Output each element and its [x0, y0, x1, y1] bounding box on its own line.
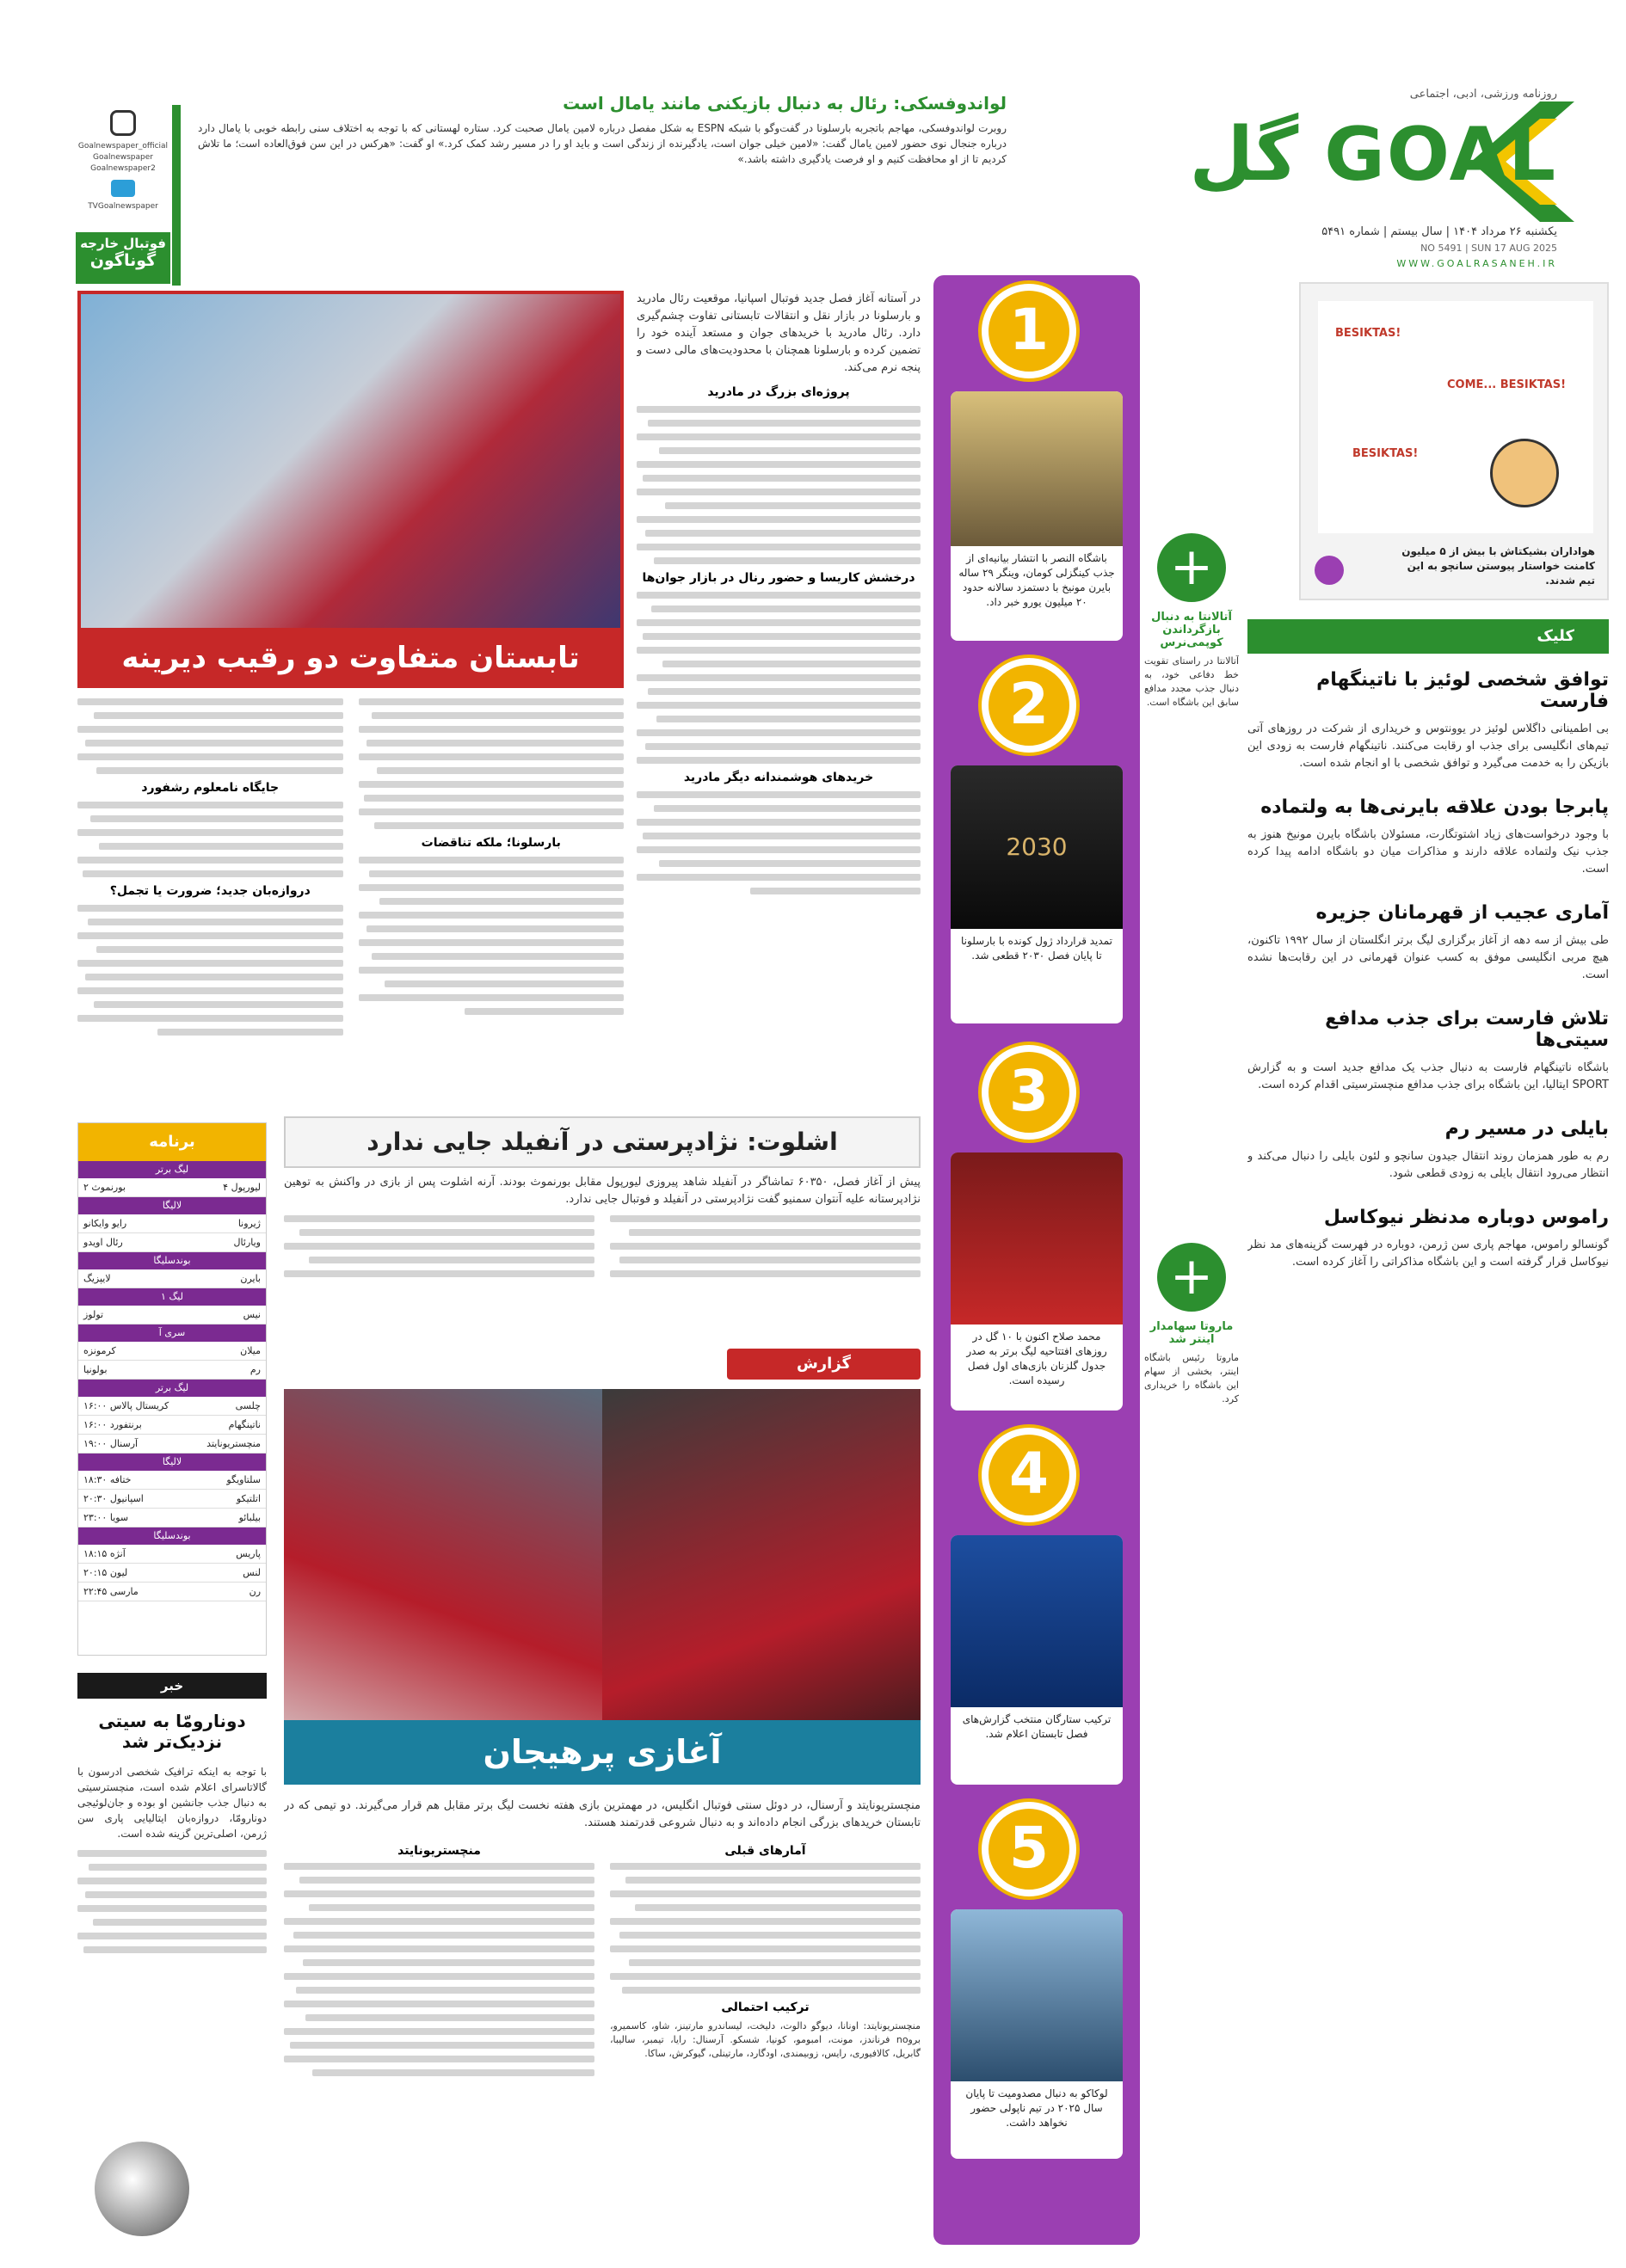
click-story-body: گونسالو راموس، مهاجم پاری سن ژرمن، دوباره در فهرست گزینه‌های مد نظر نیوکاسل قرار گرفته است و این باشگاه مذاکراتی را آغاز کرده است. — [1247, 1238, 1609, 1269]
feature-title-bar — [77, 628, 624, 688]
schedule-home: میلان — [240, 1345, 261, 1356]
schedule-row — [78, 1545, 266, 1564]
schedule-row — [78, 1397, 266, 1416]
click-story[interactable] — [1247, 1207, 1609, 1271]
schedule-row — [78, 1416, 266, 1435]
dateline-en: NO 5491 | SUN 17 AUG 2025 — [1420, 243, 1557, 254]
feature2-body: منچستریونایتد و آرسنال، در دوئل سنتی فوتبال انگلیس، در مهمترین بازی هفته نخست لیگ برتر مقابل هم قرار می‌گیرند. دو تیمی که در تابستان خریدهای بزرگی انجام داده‌اند و به دنبال شروعی قدرتمند هستند. — [284, 1799, 921, 1829]
number-badge: 1 — [982, 284, 1076, 378]
schedule-home: لنس — [243, 1567, 261, 1578]
schedule-row — [78, 1178, 266, 1197]
schedule-home: پاریس — [236, 1548, 261, 1559]
schedule-home: ویارئال — [233, 1237, 261, 1248]
schedule-league: لالیگا — [78, 1454, 266, 1471]
strip-card[interactable] — [951, 765, 1123, 1023]
schedule-row — [78, 1564, 266, 1583]
schedule-league: سری آ — [78, 1325, 266, 1342]
click-story-title: بایلی در مسیر رم — [1444, 1118, 1609, 1140]
side-notes — [1144, 533, 1239, 1651]
card-image: 2030 — [951, 765, 1123, 929]
schedule-home: منچستریونایتد — [206, 1438, 261, 1449]
click-story-body: رم به طور همزمان روند انتقال جیدون سانچو و لئون بایلی را دنبال می‌کند و انتظار می‌رود انتقال بایلی به زودی قطعی شود. — [1247, 1150, 1609, 1180]
schedule-away: تولوز — [83, 1309, 104, 1320]
strip-card[interactable] — [951, 391, 1123, 641]
social-handle[interactable]: Goalnewspaper — [93, 153, 153, 162]
news-brief-title: دونارومّا به سیتی نزدیک‌تر شد — [98, 1711, 246, 1752]
click-story-title: تلاش فارست برای جذب مدافع سیتی‌ها — [1325, 1008, 1609, 1051]
schedule-home: سلتاویگو — [226, 1474, 261, 1485]
schedule-row — [78, 1214, 266, 1233]
click-story[interactable] — [1247, 1118, 1609, 1183]
feature2-kicker: آمارهای قبلی — [724, 1844, 806, 1858]
top-story-title: لواندوفسکی: رئال به دنبال بازیکنی مانند یامال است — [563, 93, 1007, 114]
card-caption: باشگاه النصر با انتشار بیانیه‌ای از جذب کینگزلی کومان، وینگر ۲۹ ساله بایرن مونیخ با دستمزد سالانه حدود ۲۰ میلیون یورو خبر داد. — [958, 552, 1115, 608]
schedule-row — [78, 1509, 266, 1527]
click-story-title: پابرجا بودن علاقه بایرنی‌ها به ولتماده — [1260, 796, 1609, 818]
schedule-row — [78, 1471, 266, 1490]
feature-kicker: بارسلونا؛ ملکه تناقضات — [421, 836, 561, 850]
feature2-title-bar — [284, 1720, 921, 1785]
schedule-league: لیگ ۱ — [78, 1288, 266, 1306]
feature-kicker: پروژه‌ای بزرگ در مادرید — [707, 385, 850, 399]
cartoon-balloon: COME... BESIKTAS! — [1447, 378, 1567, 391]
schedule-away: کریستال پالاس ۱۶:۰۰ — [83, 1400, 169, 1411]
click-story-body: بی اطمینانی داگلاس لوئیز در یوونتوس و خریداری از شرکت در روزهای آتی تیم‌های انگلیسی برای جذب او رقابت می‌کنند. ناتینگهام فارست به زودی این بازیکن را به خدمت می‌گیرد و توافق شخصی با او انجام شده است. — [1247, 722, 1609, 770]
cartoon-balloon: BESIKTAS! — [1352, 447, 1419, 460]
schedule-home: رن — [249, 1586, 261, 1597]
schedule-home: بیلبائو — [238, 1512, 261, 1523]
click-story-title: توافق شخصی لوئیز با ناتینگهام فارست — [1316, 669, 1609, 712]
feature-text-col — [637, 291, 921, 1125]
cartoon-caption: هواداران بشیکتاش با بیش از ۵ میلیون کامنت خواستار پیوستن سانچو به این تیم شدند. — [1401, 545, 1595, 587]
cartoon-balloon: BESIKTAS! — [1335, 327, 1401, 340]
schedule-row — [78, 1435, 266, 1454]
plus-icon: + — [1157, 533, 1226, 602]
schedule-home: بایرن — [240, 1273, 261, 1284]
logo-fa: گل — [1189, 112, 1299, 198]
click-story-body: طی بیش از سه دهه از آغاز برگزاری لیگ برتر انگلستان از سال ۱۹۹۲ تاکنون، هیچ مربی انگلیسی موفق به کسب عنوان قهرمانی در این رقابت‌ها نشده است. — [1247, 934, 1609, 981]
news-brief-label: خبر — [77, 1673, 267, 1699]
side-note-body: ماروتا رئیس باشگاه اینتر، بخشی از سهام این باشگاه را خریداری کرد. — [1144, 1352, 1239, 1404]
schedule-row — [78, 1233, 266, 1252]
green-bar — [172, 105, 181, 286]
schedule-away: لیون ۲۰:۱۵ — [83, 1567, 128, 1578]
card-caption: لوکاکو به دنبال مصدومیت تا پایان سال ۲۰۲۵ در تیم ناپولی حضور نخواهد داشت. — [965, 2087, 1108, 2129]
number-badge: 3 — [982, 1045, 1076, 1140]
schedule-league: لیگ برتر — [78, 1380, 266, 1397]
schedule-row — [78, 1361, 266, 1380]
feature-kicker: خریدهای هوشمندانه دیگر مادرید — [683, 771, 874, 784]
side-note-body: آتالانتا در راستای تقویت خط دفاعی خود، به دنبال جذب مجدد مدافع سابق این باشگاه است. — [1144, 655, 1239, 708]
card-image — [951, 1152, 1123, 1325]
feature-text-lower — [77, 698, 624, 1103]
top-story-body: روبرت لواندوفسکی، مهاجم باتجربه بارسلونا در گفت‌وگو با شبکه ESPN به شکل مفصل درباره لامین یامال صحبت کرد. ستاره لهستانی که با توجه به اختلاف سنی رابطه خوبی با یامال دارد درباره جنجال نوی حضور لامین یامال گفت: «لامین خیلی جوان است، یادگیرنده از زندگی است و باید او را در مسیر رشد کمک کرد.» او گفت: «هرکس در این سن فوق‌العاده است؛ ما تلاش کردیم تا از او محافظت کنیم و او فرصت یادگیری داشته باشد.» — [198, 122, 1007, 165]
feature2-kicker: منچستریونایتد — [397, 1844, 481, 1858]
instagram-icon[interactable] — [110, 110, 136, 136]
click-story[interactable] — [1247, 1008, 1609, 1094]
click-label: کلیک — [1247, 619, 1609, 654]
schedule-away: رئال اویدو — [83, 1237, 123, 1248]
click-story[interactable] — [1247, 902, 1609, 984]
schedule-row — [78, 1342, 266, 1361]
number-badge: 2 — [982, 658, 1076, 753]
news-brief-body: با توجه به اینکه ترافیک شخصی ادرسون با گالاتاسرای اعلام شده است، منچسترسیتی به دنبال جذب جانشین او بوده و جان‌لوئیجی دونارومّا، دروازه‌بان ایتالیایی پاری سن ژرمن، اصلی‌ترین گزینه شده است. — [77, 1766, 267, 1840]
schedule-away: کرمونزه — [83, 1345, 116, 1356]
social-handle[interactable]: Goalnewspaper2 — [90, 164, 156, 173]
click-story-title: آماری عجیب از قهرمانان جزیره — [1315, 902, 1609, 924]
cartoon — [1299, 282, 1609, 600]
feature2-title: آغازی پرهیجان — [483, 1733, 722, 1771]
strip-card[interactable] — [951, 1535, 1123, 1785]
strip-card[interactable] — [951, 1152, 1123, 1411]
section-label-top: فوتبال خارجه — [80, 236, 166, 251]
side-note-title: آتالانتا به دنبال بازگرداندن کوپمی‌نرس — [1151, 611, 1232, 649]
section-label-bottom: گوناگون — [89, 251, 157, 270]
report-body-text: پیش از آغاز فصل، ۶۰۳۵۰ تماشاگر در آنفیلد شاهد پیروزی لیورپول مقابل بورنموث بودند. آرنه اشلوت پس از بازی در واکنش به توهین نژادپرستانه علیه آنتوان سمنیو گفت نژادپرستی در آنفیلد و فوتبال جایی ندارد. — [284, 1176, 921, 1206]
card-caption: محمد صلاح اکنون با ۱۰ گل در روزهای افتتاحیه لیگ برتر به صدر جدول گلزنان بازی‌های اول فصل رسیده است. — [966, 1331, 1107, 1386]
schedule-row — [78, 1583, 266, 1601]
purple-strip — [933, 275, 1140, 2245]
card-caption: تمدید قرارداد ژول کونده با بارسلونا تا پایان فصل ۲۰۳۰ قطعی شد. — [961, 935, 1112, 962]
schedule-away: سویا ۲۳:۰۰ — [83, 1512, 129, 1523]
schedule-league: بوندسلیگا — [78, 1527, 266, 1545]
strip-card[interactable] — [951, 1909, 1123, 2159]
schedule-league: لیگ برتر — [78, 1161, 266, 1178]
schedule-away: اسپانیول ۲۰:۳۰ — [83, 1493, 144, 1504]
card-image — [951, 1909, 1123, 2081]
click-story-body: با وجود درخواست‌های زیاد اشتوتگارت، مسئولان باشگاه بایرن مونیخ هنوز به جذب نیک ولتماده علاقه دارند و مذاکرات میان دو باشگاه ادامه پیدا کرده است. — [1247, 828, 1609, 876]
schedule-away: بولونیا — [83, 1364, 108, 1375]
feature-kicker: دروازه‌بان جدید؛ ضرورت یا تجمل؟ — [109, 884, 311, 898]
schedule-away: رایو وایکانو — [83, 1218, 127, 1229]
website[interactable]: WWW.GOALRASANEH.IR — [1396, 258, 1557, 269]
schedule-home: لیورپول ۴ — [223, 1182, 261, 1193]
side-note-title: ماروتا سهامدار اینتر شد — [1149, 1320, 1234, 1346]
feature-body: در آستانه آغاز فصل جدید فوتبال اسپانیا، موقعیت رئال مادرید و بارسلونا در بازار نقل و انتقالات تابستانی تفاوت چشم‌گیری دارد. رئال مادرید با خریدهای جوان و مستعد آینده خود را تضمین کرده و بارسلونا همچنان با محدودیت‌های مالی دست و پنجه نرم می‌کند. — [637, 292, 921, 374]
schedule-away: بورنموث ۲ — [83, 1182, 126, 1193]
social-handle[interactable]: TVGoalnewspaper — [88, 202, 158, 211]
schedule-row — [78, 1269, 266, 1288]
schedule-away: لایپزیگ — [83, 1273, 111, 1284]
feature-title: تابستان متفاوت دو رقیب دیرینه — [121, 641, 580, 675]
schedule — [77, 1122, 267, 1656]
cartoon-image — [1318, 301, 1593, 533]
feature2-text — [284, 1798, 921, 2245]
schedule-row — [78, 1306, 266, 1325]
telegram-icon[interactable] — [111, 180, 135, 197]
schedule-away: ختافه ۱۸:۳۰ — [83, 1474, 132, 1485]
schedule-league: لالیگا — [78, 1197, 266, 1214]
feature2-kicker: ترکیب احتمالی — [721, 2001, 810, 2014]
cartoon-face — [1490, 439, 1559, 507]
schedule-row — [78, 1490, 266, 1509]
schedule-title: برنامه — [78, 1123, 266, 1161]
schedule-home: اتلتیکو — [236, 1493, 261, 1504]
masthead-tagline: روزنامه ورزشی، ادبی، اجتماعی — [1409, 88, 1557, 101]
card-image — [951, 391, 1123, 546]
masthead — [1024, 86, 1574, 267]
click-story[interactable] — [1247, 796, 1609, 878]
emoji-icon — [1315, 556, 1344, 585]
schedule-league: بوندسلیگا — [78, 1252, 266, 1269]
feature-kicker: جایگاه نامعلوم رشفورد — [141, 781, 280, 795]
click-story-title: راموس دوباره مدنظر نیوکاسل — [1323, 1207, 1609, 1228]
news-brief — [77, 1673, 267, 2245]
plus-icon: + — [1157, 1243, 1226, 1312]
schedule-home: نیس — [243, 1309, 261, 1320]
number-badge: 4 — [982, 1428, 1076, 1522]
logo[interactable] — [1179, 112, 1557, 198]
schedule-away: مارسی ۲۲:۴۵ — [83, 1586, 139, 1597]
report-title: اشلوت: نژادپرستی در آنفیلد جایی ندارد — [366, 1128, 838, 1156]
schedule-away: آنژه ۱۸:۱۵ — [83, 1548, 126, 1559]
report-body — [284, 1174, 921, 1333]
schedule-home: رم — [249, 1364, 261, 1375]
click-column — [1247, 619, 1609, 2253]
feature-kicker: درخشش کاریسا و حضور رنال در بازار جوان‌ها — [642, 571, 915, 585]
top-story — [198, 93, 1007, 274]
logo-en: GOAL — [1324, 112, 1557, 198]
schedule-home: ناتینگهام — [228, 1419, 261, 1430]
click-story-body: باشگاه ناتینگهام فارست به دنبال جذب یک مدافع جدید است و به گزارش SPORT ایتالیا، این باشگاه برای جذب مدافع منچسترسیتی اقدام کرده است. — [1247, 1061, 1609, 1091]
section-label — [76, 232, 170, 284]
click-story[interactable] — [1247, 669, 1609, 772]
schedule-home: چلسی — [235, 1400, 261, 1411]
report-title-box — [284, 1116, 921, 1168]
ball-icon — [95, 2142, 189, 2236]
schedule-away: آرسنال ۱۹:۰۰ — [83, 1438, 139, 1449]
number-badge: 5 — [982, 1802, 1076, 1896]
schedule-home: ژیرونا — [237, 1218, 261, 1229]
card-image — [951, 1535, 1123, 1707]
dateline: یکشنبه ۲۶ مرداد ۱۴۰۴ | سال بیستم | شماره ۵۴۹۱ — [1321, 225, 1557, 238]
social-handle[interactable]: Goalnewspaper_official — [77, 142, 169, 151]
card-caption: ترکیب ستارگان منتخب گزارش‌های فصل تابستان اعلام شد. — [962, 1713, 1112, 1740]
report-label: گزارش — [727, 1349, 921, 1380]
feature2-lineups: منچستریونایتد: اونانا، دیوگو دالوت، دلیخت، لیساندرو مارتینز، شاو، کاسمیرو، بروno فرناندز، مونت، امبومو، کونیا، شسکو. آرسنال: رایا، تیمبر، سالیبا، گابریل، کالافیوری، رایس، زوبیمندی، اودگارد، مارتینلی، گیوکرش، ساکا. — [610, 2020, 921, 2059]
schedule-away: برنتفورد ۱۶:۰۰ — [83, 1419, 142, 1430]
